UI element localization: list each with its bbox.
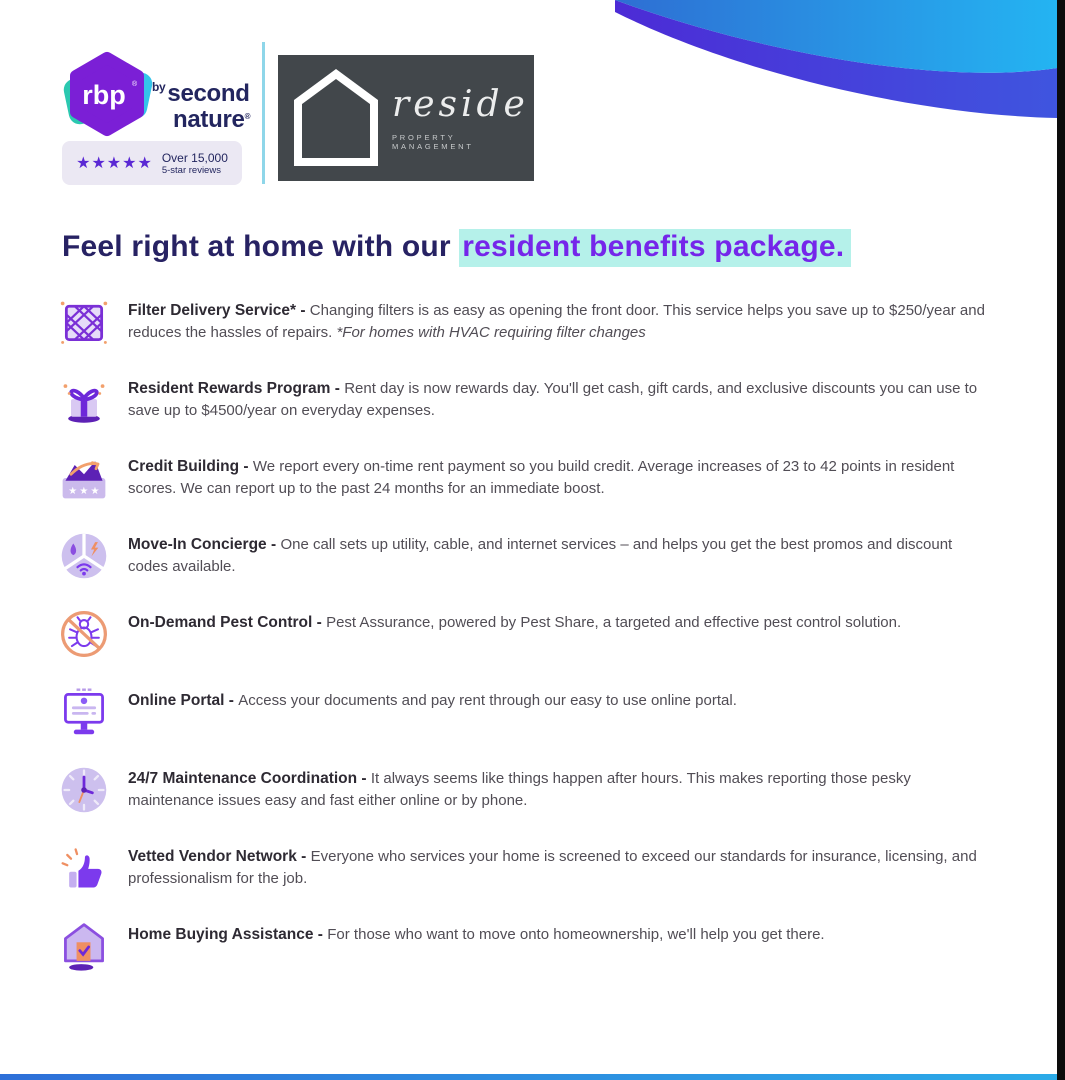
monitor-icon [58,686,110,738]
svg-text:★: ★ [68,485,78,497]
bottom-accent-bar [0,1074,1057,1080]
list-item-home-buying [58,920,993,972]
benefit-title: Filter Delivery Service* - [128,302,310,319]
reviews-count: Over 15,000 [161,150,228,165]
benefit-title: Credit Building - [128,458,253,475]
benefit-title: Home Buying Assistance - [128,926,328,943]
benefit-footnote: *For homes with HVAC requiring filter changes [336,323,646,341]
thumbs-up-icon [58,842,110,894]
benefit-description: It always seems like things happen after hours. This makes reporting those pesky maintenance issues easy and fast either online or by phone. [128,770,911,809]
benefit-description: Changing filters is as easy as opening the front door. This service helps you save up to $250/year and reduces the hassles of repairs. [128,302,985,341]
benefit-title: On-Demand Pest Control - [128,614,327,631]
highlighted-title-text: resident benefits package. [459,229,851,267]
benefit-title: Vetted Vendor Network - [128,848,311,865]
svg-text:®: ® [132,81,138,88]
house-check-icon [58,920,110,972]
clock-icon [58,764,110,816]
logo-divider [262,42,265,184]
reside-subtitle: PROPERTY MANAGEMENT [392,133,474,151]
benefit-title: Move-In Concierge - [128,536,281,553]
benefit-description: One call sets up utility, cable, and internet services – and helps you get the best promos and discount codes available. [128,536,953,575]
house-outline-icon [288,66,384,170]
rbp-logo-text: rbp [82,80,126,110]
benefit-description: For those who want to move onto homeownership, we'll help you get there. [327,926,825,943]
benefit-description: Everyone who services your home is screened to exceed our standards for insurance, licensing, and professionalism for the job. [128,848,977,887]
list-item-vendor-network [58,842,993,894]
list-item-move-in-concierge [58,530,993,582]
list-item-resident-rewards [58,374,993,426]
list-item-pest-control [58,608,993,660]
list-item-filter-delivery [58,296,993,348]
second-nature-wordmark: $^{by}$second nature® [152,80,251,133]
benefit-description: Access your documents and pay rent through our easy to use online portal. [238,692,737,709]
reside-logo [278,55,534,181]
reviews-badge [62,141,242,185]
list-item-credit-building [58,452,993,504]
list-item-maintenance [58,764,993,816]
five-star-icon: ★★★★★ [76,155,153,172]
benefit-description: We report every on-time rent payment so you build credit. Average increases of 23 to 42 points in resident scores. We can report up to the past 24 months for an immediate boost. [128,458,955,497]
svg-text:★: ★ [79,485,89,497]
benefit-title: Online Portal - [128,692,239,709]
page-title: Feel right at home with our resident benefits package. [62,230,851,264]
swoosh-graphic [615,0,1057,200]
gift-icon [58,374,110,426]
benefit-description: Pest Assurance, powered by Pest Share, a targeted and effective pest control solution. [326,614,902,631]
list-item-online-portal [58,686,993,738]
reviews-label: 5-star reviews [161,164,221,176]
utilities-wheel-icon [58,530,110,582]
benefit-title: 24/7 Maintenance Coordination - [128,770,371,787]
no-pest-icon [58,608,110,660]
credit-chart-icon [58,452,110,504]
reside-wordmark: reside [392,84,529,125]
right-border-strip [1057,0,1065,1080]
benefit-description: Rent day is now rewards day. You'll get cash, gift cards, and exclusive discounts you can use to save up to $4500/year on everyday expenses. [128,380,978,419]
benefits-list [58,296,993,998]
svg-text:★: ★ [90,485,100,497]
air-filter-icon [58,296,110,348]
rbp-logo [60,50,154,144]
benefit-title: Resident Rewards Program - [128,380,345,397]
